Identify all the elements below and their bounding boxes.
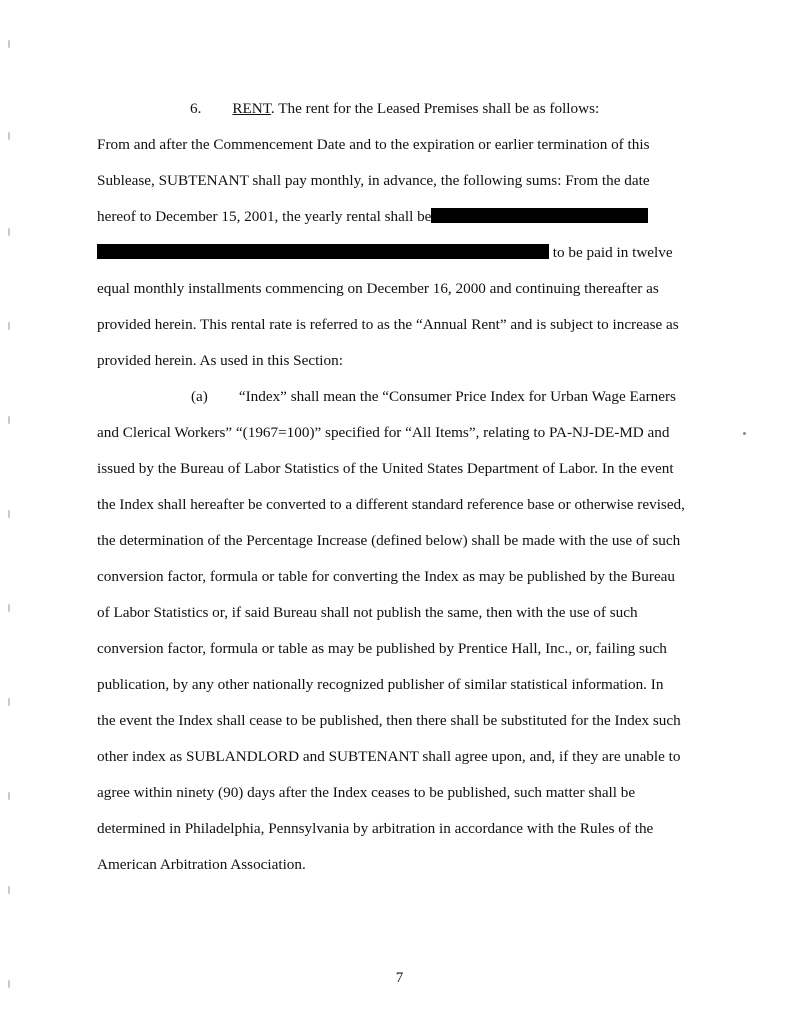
scan-mark: [8, 886, 10, 894]
rent-line-4: [97, 243, 673, 263]
rent-line-2: Sublease, SUBTENANT shall pay monthly, in advance, the following sums: From the date: [97, 172, 650, 189]
scan-mark: [8, 132, 10, 140]
scan-mark: [8, 40, 10, 48]
redaction-bar: [431, 208, 648, 223]
scan-mark: [8, 604, 10, 612]
index-line-1: [191, 387, 676, 407]
scan-mark: [8, 228, 10, 236]
index-line-11: other index as SUBLANDLORD and SUBTENANT shall agree upon, and, if they are unable to: [97, 748, 681, 765]
section-title: RENT: [232, 100, 271, 117]
section-number: 6.: [190, 100, 202, 117]
index-line-4: the Index shall hereafter be converted to a different standard reference base or otherwise revised,: [97, 496, 685, 513]
scan-mark: [8, 322, 10, 330]
scan-mark: [8, 698, 10, 706]
index-line-6: conversion factor, formula or table for converting the Index as may be published by the Bureau: [97, 568, 676, 585]
rent-line-3: [97, 207, 648, 227]
index-line-14: American Arbitration Association.: [97, 856, 306, 873]
rent-line-7: provided herein. As used in this Section:: [97, 352, 343, 369]
section-heading: [190, 99, 599, 119]
index-line-3: issued by the Bureau of Labor Statistics of the United States Department of Labor. In the event: [97, 460, 674, 477]
rent-line-4-text: to be paid in twelve: [552, 244, 673, 261]
rent-line-6: provided herein. This rental rate is referred to as the “Annual Rent” and is subject to increase as: [97, 316, 679, 333]
scan-mark: [8, 510, 10, 518]
redaction-bar: [97, 244, 549, 259]
section-heading-tail: . The rent for the Leased Premises shall be as follows:: [270, 100, 600, 117]
page-number: 7: [395, 970, 404, 986]
index-line-9: publication, by any other nationally recognized publisher of similar statistical information. In: [97, 676, 664, 693]
index-line-5: the determination of the Percentage Increase (defined below) shall be made with the use of such: [97, 532, 681, 549]
index-line-8: conversion factor, formula or table as may be published by Prentice Hall, Inc., or, failing such: [97, 640, 667, 657]
index-line-2: and Clerical Workers” “(1967=100)” specified for “All Items”, relating to PA-NJ-DE-MD and: [97, 424, 670, 441]
rent-line-5: equal monthly installments commencing on December 16, 2000 and continuing thereafter as: [97, 280, 659, 297]
index-line-10: the event the Index shall cease to be published, then there shall be substituted for the Index such: [97, 712, 681, 729]
clause-label: (a): [191, 388, 208, 405]
index-line-12: agree within ninety (90) days after the Index ceases to be published, such matter shall be: [97, 784, 636, 801]
rent-line-3-text: hereof to December 15, 2001, the yearly rental shall be: [97, 208, 432, 225]
rent-line-1: From and after the Commencement Date and to the expiration or earlier termination of this: [97, 136, 650, 153]
index-line-7: of Labor Statistics or, if said Bureau shall not publish the same, then with the use of such: [97, 604, 638, 621]
scan-speck: [743, 432, 746, 435]
index-line-13: determined in Philadelphia, Pennsylvania by arbitration in accordance with the Rules of the: [97, 820, 654, 837]
scan-mark: [8, 792, 10, 800]
index-line-1-text: “Index” shall mean the “Consumer Price Index for Urban Wage Earners: [238, 388, 676, 405]
scan-mark: [8, 416, 10, 424]
